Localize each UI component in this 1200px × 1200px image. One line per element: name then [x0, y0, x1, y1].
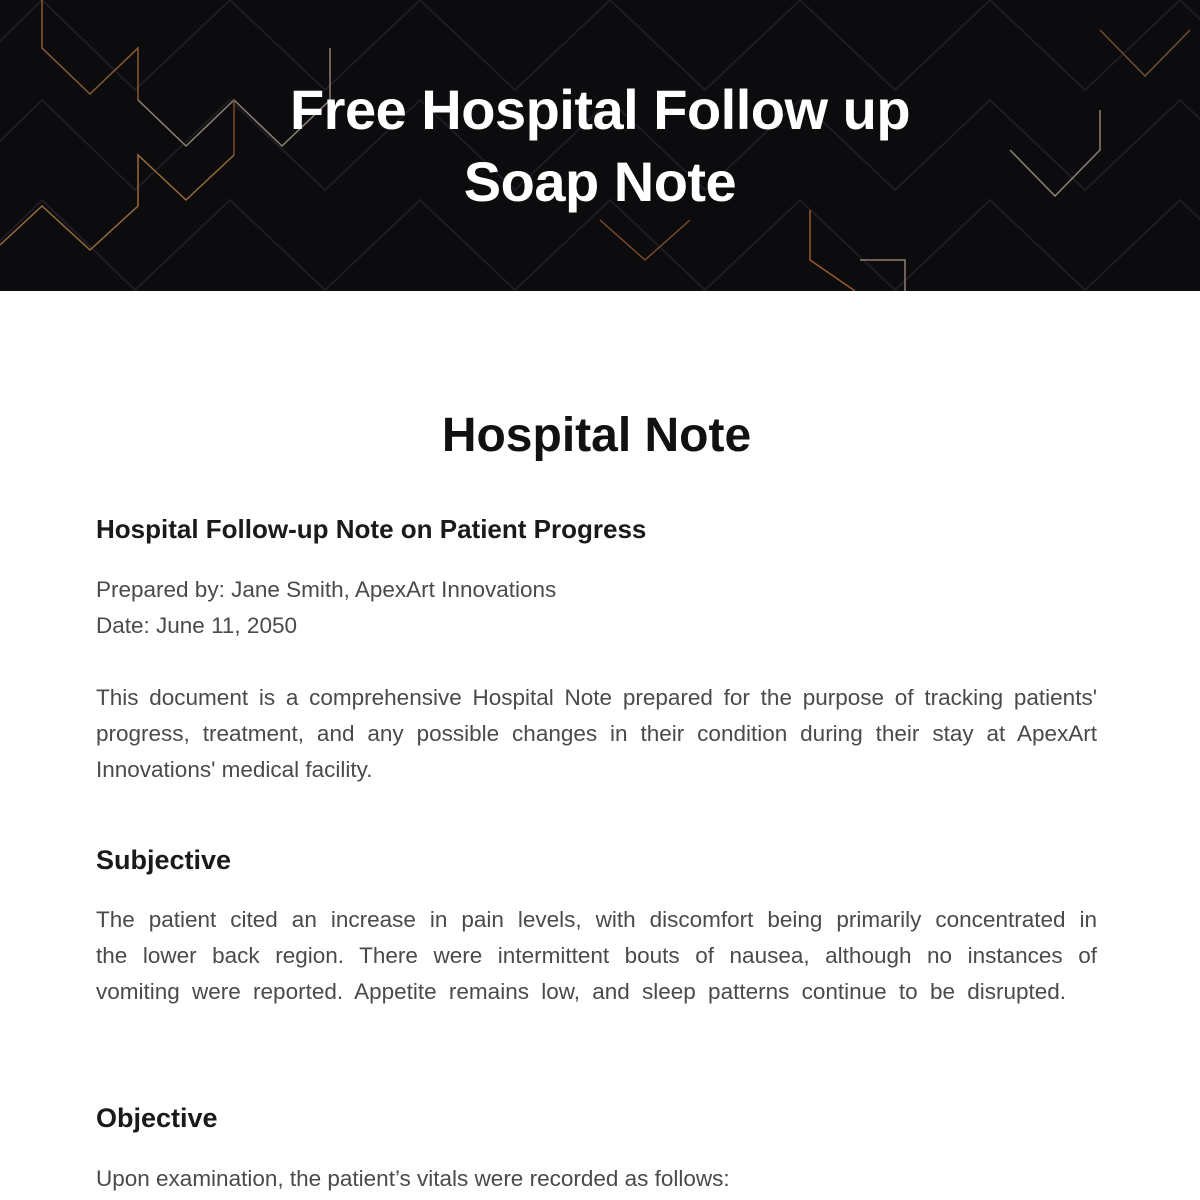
intro-paragraph: This document is a comprehensive Hospital Note prepared for the purpose of tracking patients' progress, treatment, and any possible changes in their condition during their stay at ApexArt Innovations' medical facility. — [96, 685, 1097, 782]
banner-title-line2: Soap Note — [463, 150, 737, 213]
document-subtitle: Hospital Follow-up Note on Patient Progress — [96, 514, 647, 544]
section-heading-subjective: Subjective — [96, 845, 232, 875]
prepared-by: Prepared by: Jane Smith, ApexArt Innovations — [96, 577, 557, 602]
section-body-objective: Upon examination, the patient’s vitals were recorded as follows: — [96, 1166, 730, 1191]
banner-title — [0, 74, 1200, 218]
header-banner — [0, 0, 1200, 291]
section-heading-objective: Objective — [96, 1103, 218, 1133]
banner-title-line1: Free Hospital Follow up — [289, 78, 911, 141]
document-date: Date: June 11, 2050 — [96, 613, 297, 638]
section-body-subjective: The patient cited an increase in pain levels, with discomfort being primarily concentrated in the lower back region. There were intermittent bouts of nausea, although no instances of vomiting were reported. Appetite remains low, and sleep patterns continue to be disrupted. — [96, 907, 1097, 1004]
document-title: Hospital Note — [441, 409, 752, 462]
